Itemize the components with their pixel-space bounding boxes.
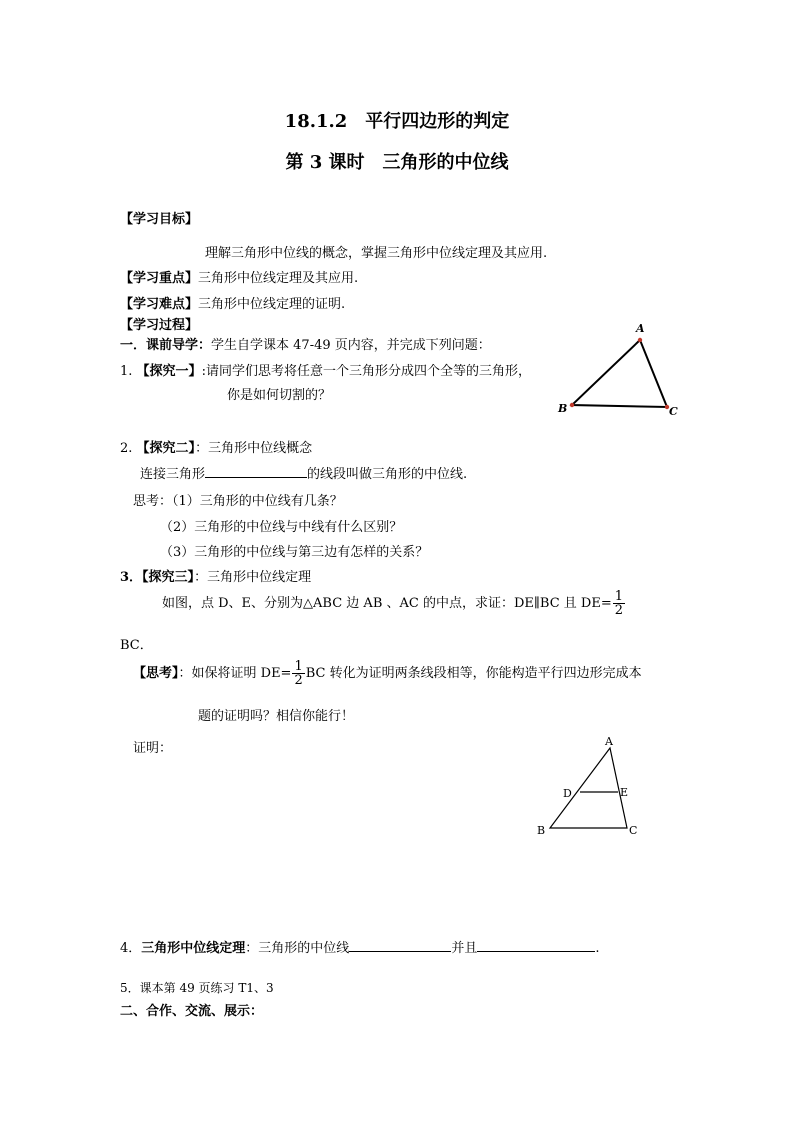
concept-row [140, 463, 467, 482]
question-3: （3）三角形的中位线与第三边有怎样的关系？ [160, 545, 429, 560]
concept-before: 连接三角形 [140, 467, 206, 482]
explore1-num: 1. [120, 364, 133, 379]
think3-label: 【思考】 [133, 666, 179, 681]
question-2: （2）三角形的中位线与中线有什么区别？ [160, 520, 403, 535]
goals-label: 【学习目标】 [120, 212, 199, 227]
explore1-row [120, 360, 531, 379]
triangle-figure-2 [530, 730, 650, 842]
process-label: 【学习过程】 [120, 318, 199, 333]
part2-label: 二、合作、交流、展示： [120, 1004, 264, 1019]
explore1-line2: 你是如何切割的？ [227, 388, 332, 403]
think3-before: ：如保将证明 DE= [178, 666, 292, 681]
explore2-title: ：三角形中位线概念 [195, 441, 313, 456]
label-b-2: B [537, 824, 546, 837]
explore1-line1: :请同学们思考将任意一个三角形分成四个全等的三角形， [201, 364, 531, 379]
think3-row [133, 660, 642, 687]
problem-row [162, 590, 626, 617]
item4-row [120, 937, 599, 956]
label-e: E [620, 786, 629, 799]
key-points-row [120, 267, 358, 286]
page-title: 18.1.2 平行四边形的判定 [284, 111, 510, 132]
concept-after: 的线段叫做三角形的中位线. [307, 467, 468, 482]
problem-end: BC． [120, 638, 153, 653]
label-a-2: A [605, 735, 613, 748]
key-points-text: 三角形中位线定理及其应用. [198, 271, 359, 286]
triangle-abc-outline-2 [550, 748, 627, 828]
page-subtitle: 第 3 课时 三角形的中位线 [285, 152, 509, 173]
triangle-abc-outline [572, 340, 667, 407]
fraction-half: $\frac{1}{2}$ [614, 589, 623, 618]
think-row-1 [133, 490, 343, 509]
theorem-blank-1[interactable] [349, 939, 451, 952]
item4-text-mid: 并且 [451, 941, 478, 956]
difficulties-label: 【学习难点】 [120, 297, 199, 312]
explore2-row [120, 437, 312, 456]
goals-text: 理解三角形中位线的概念，掌握三角形中位线定理及其应用. [205, 246, 548, 261]
think-label: 思考： [133, 494, 173, 509]
concept-blank[interactable] [205, 465, 307, 478]
proof-label: 证明： [133, 741, 173, 756]
label-a: A [636, 322, 645, 335]
difficulties-row [120, 293, 345, 312]
part1-text: 学生自学课本 47-49 页内容，并完成下列问题： [211, 338, 491, 353]
problem-text: 如图，点 D、E、分别为△ABC 边 AB 、AC 的中点，求证：DE∥BC 且 DE= [162, 596, 612, 611]
label-b: B [558, 402, 568, 415]
think3-after: BC 转化为证明两条线段相等，你能构造平行四边形完成本 [305, 666, 642, 681]
explore2-label: 【探究二】 [136, 441, 196, 456]
think3-line2: 题的证明吗？相信你能行！ [198, 709, 355, 724]
point-a [638, 338, 642, 342]
key-points-label: 【学习重点】 [120, 271, 199, 286]
difficulties-text: 三角形中位线定理的证明. [198, 297, 346, 312]
item4-label: 三角形中位线定理 [141, 941, 246, 956]
triangle-figure-1 [550, 318, 690, 423]
fraction-half-2: $\frac{1}{2}$ [294, 659, 303, 688]
explore2-num: 2. [120, 441, 133, 456]
explore3-num: 3． [120, 570, 143, 585]
part1-label: 一．课前导学： [120, 338, 212, 353]
explore1-label: 【探究一】 [136, 364, 202, 379]
label-d: D [563, 787, 572, 800]
theorem-blank-2[interactable] [477, 939, 595, 952]
item4-text-before: ：三角形的中位线 [245, 941, 350, 956]
label-c-2: C [629, 824, 638, 837]
part1-row [120, 334, 491, 353]
question-1: （1）三角形的中位线有几条？ [172, 494, 343, 509]
item5-text: 5．课本第 49 页练习 T1、3 [120, 981, 274, 995]
point-b [570, 403, 574, 407]
item4-text-end: . [595, 941, 600, 956]
label-c: C [669, 405, 678, 418]
explore3-row [120, 566, 311, 585]
item4-num: 4． [120, 941, 142, 956]
explore3-label: 【探究三】 [142, 570, 195, 585]
explore3-title: ：三角形中位线定理 [194, 570, 312, 585]
